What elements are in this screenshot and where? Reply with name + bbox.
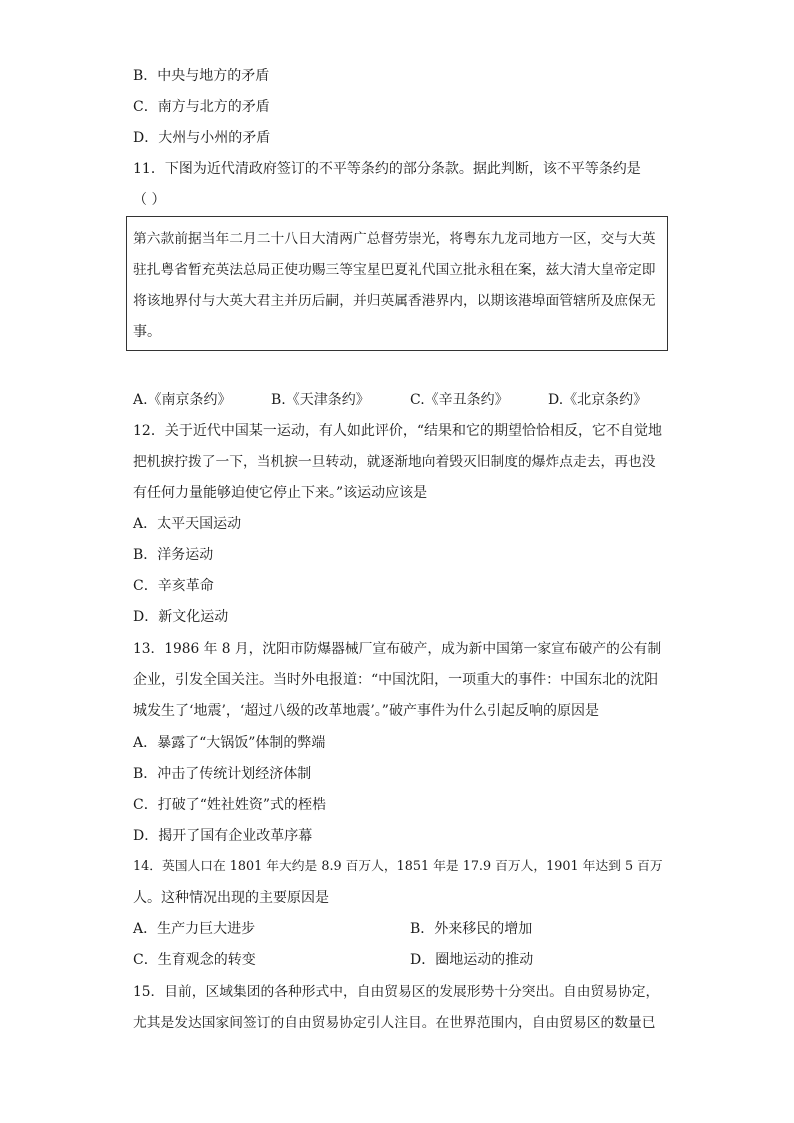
q11-stem-line-1: 11．下图为近代清政府签订的不平等条约的部分条款。据此判断，该不平等条约是 xyxy=(133,161,641,177)
q13-stem-line-2: 企业，引发全国关注。当时外电报道：“中国沈阳，一项重大的事件：中国东北的沈阳 xyxy=(133,672,659,688)
q14-option-c: C．生育观念的转变 xyxy=(133,952,256,968)
q13-stem-line-1: 13．1986 年 8 月，沈阳市防爆器械厂宣布破产，成为新中国第一家宣布破产的公有制 xyxy=(133,641,662,657)
q12-option-c: C．辛亥革命 xyxy=(133,578,214,594)
q10-option-c: C．南方与北方的矛盾 xyxy=(133,99,270,115)
q12-stem-line-2: 把机捩拧拨了一下，当机捩一旦转动，就逐渐地向着毁灭旧制度的爆炸点走去，再也没 xyxy=(133,454,656,470)
quote-line: 驻扎粤省暂充英法总局正使功赐三等宝星巴夏礼代国立批永租在案，兹大清大皇帝定即 xyxy=(133,262,656,278)
q14-option-d: D．圈地运动的推动 xyxy=(410,952,534,968)
q10-option-b: B．中央与地方的矛盾 xyxy=(133,68,270,84)
q14-stem-line-1: 14．英国人口在 1801 年大约是 8.9 百万人，1851 年是 17.9 百万人，1901 年达到 5 百万 xyxy=(133,859,663,874)
quote-line: 第六款前据当年二月二十八日大清两广总督劳崇光，将粤东九龙司地方一区，交与大英 xyxy=(133,231,656,247)
q13-option-b: B．冲击了传统计划经济体制 xyxy=(133,766,312,782)
q11-option-b: B.《天津条约》 xyxy=(271,392,370,408)
q13-option-a: A．暴露了“大锅饭”体制的弊端 xyxy=(133,735,326,751)
q15-stem-line-2: 尤其是发达国家间签订的自由贸易协定引人注目。在世界范围内，自由贸易区的数量已 xyxy=(133,1015,656,1031)
quote-line: 事。 xyxy=(133,324,161,340)
quote-line: 将该地界付与大英大君主并历后嗣，并归英属香港界内，以期该港埠面管辖所及庶保无 xyxy=(133,293,656,309)
q11-option-a: A.《南京条约》 xyxy=(133,392,232,408)
q12-option-b: B．洋务运动 xyxy=(133,547,214,563)
q14-stem-line-2: 人。这种情况出现的主要原因是 xyxy=(133,890,329,906)
q11-stem-line-2: （ ） xyxy=(133,192,166,208)
q14-option-b: B．外来移民的增加 xyxy=(410,921,533,937)
q10-option-d: D．大州与小州的矛盾 xyxy=(133,130,271,146)
q11-option-c: C.《辛丑条约》 xyxy=(410,392,509,408)
q12-option-a: A．太平天国运动 xyxy=(133,516,242,532)
q14-option-a: A．生产力巨大进步 xyxy=(133,921,256,937)
q12-stem-line-1: 12．关于近代中国某一运动，有人如此评价，“结果和它的期望恰恰相反，它不自觉地 xyxy=(133,423,662,439)
q11-quote-box xyxy=(126,216,668,351)
q13-stem-line-3: 城发生了‘地震’，‘超过八级的改革地震’。”破产事件为什么引起反响的原因是 xyxy=(133,703,599,719)
q12-stem-line-3: 有任何力量能够迫使它停止下来。”该运动应该是 xyxy=(133,485,428,501)
q11-option-d: D.《北京条约》 xyxy=(548,392,648,408)
q13-option-c: C．打破了“姓社姓资”式的桎梏 xyxy=(133,797,327,813)
q15-stem-line-1: 15．目前，区域集团的各种形式中，自由贸易区的发展形势十分突出。自由贸易协定， xyxy=(133,984,660,1000)
q12-option-d: D．新文化运动 xyxy=(133,609,229,625)
q13-option-d: D．揭开了国有企业改革序幕 xyxy=(133,828,313,844)
